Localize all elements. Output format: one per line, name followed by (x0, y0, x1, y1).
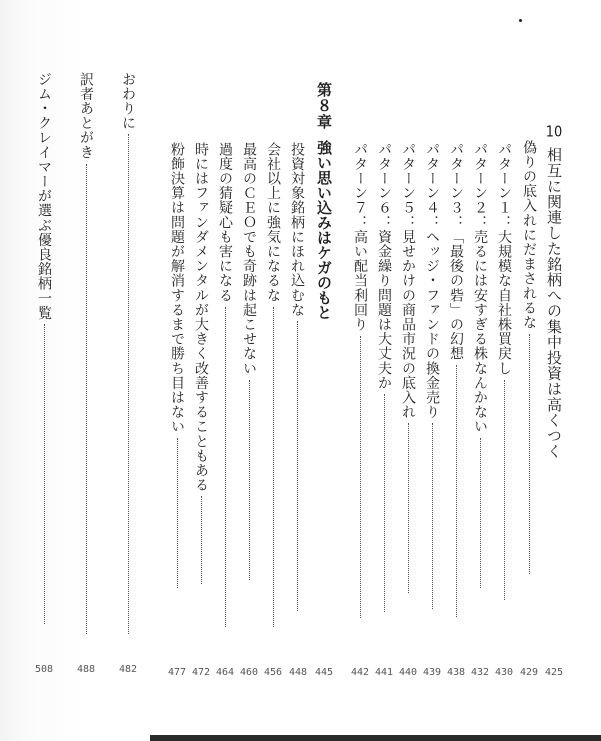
toc-page-number: 488 (76, 664, 96, 675)
toc-section-heading (546, 124, 562, 459)
leader-dots (456, 365, 457, 617)
leader-dots (86, 164, 87, 634)
scan-edge (150, 735, 601, 741)
toc-entry[interactable] (521, 140, 537, 574)
toc-page-number: 482 (118, 664, 138, 675)
toc-page-number: 441 (374, 667, 394, 678)
ink-dot (519, 19, 522, 22)
toc-entry-title: 粉飾決算は問題が解消するまで勝ち目はない (169, 142, 185, 434)
leader-dots (360, 336, 361, 618)
toc-entry[interactable] (400, 142, 416, 593)
toc-page-number: 442 (350, 667, 370, 678)
toc-page-number: 508 (34, 664, 54, 675)
chapter-heading[interactable] (315, 82, 333, 320)
chapter-title: 強い思い込みはケガのもと (315, 140, 333, 320)
toc-entry-title: パターン３：「最後の砦」の幻想 (448, 142, 464, 361)
toc-entry-title: 最高のＣＥＯでも奇跡は起こせない (241, 142, 257, 376)
toc-page-number: 430 (494, 667, 514, 678)
toc-entry[interactable] (376, 142, 392, 612)
leader-dots (44, 324, 45, 624)
toc-entry[interactable] (120, 72, 136, 634)
toc-page-number: 448 (288, 667, 308, 678)
toc-entry[interactable] (496, 142, 512, 600)
toc-entry[interactable] (169, 142, 185, 588)
toc-page-number: 445 (314, 667, 334, 678)
toc-entry[interactable] (352, 142, 368, 618)
leader-dots (177, 438, 178, 588)
toc-entry-title: 訳者あとがき (78, 72, 94, 160)
toc-entry-title: パターン７：高い配当利回り (352, 142, 368, 332)
section-title: 相互に関連した銘柄への集中投資は高くつく (545, 147, 563, 459)
leader-dots (408, 423, 409, 593)
toc-entry-title: 過度の猜疑心も害になる (217, 142, 233, 303)
leader-dots (384, 394, 385, 612)
toc-page-number: 477 (167, 667, 187, 678)
toc-page-number: 429 (519, 667, 539, 678)
toc-entry[interactable] (289, 142, 305, 611)
toc-entry[interactable] (36, 72, 52, 624)
toc-page-number: 439 (422, 667, 442, 678)
toc-entry-title: パターン５：見せかけの商品市況の底入れ (400, 142, 416, 420)
toc-entry-title: おわりに (120, 72, 136, 131)
toc-entry[interactable] (217, 142, 233, 627)
toc-entry-title: 会社以上に強気になるな (265, 142, 281, 303)
toc-page-number: 460 (239, 667, 259, 678)
toc-entry[interactable] (78, 72, 94, 634)
leader-dots (432, 423, 433, 609)
toc-page-number: 438 (446, 667, 466, 678)
toc-entry[interactable] (265, 142, 281, 627)
toc-entry-title: パターン４：ヘッジ・ファンドの換金売り (424, 142, 440, 420)
leader-dots (225, 307, 226, 627)
toc-entry-title: 偽りの底入れにだまされるな (521, 140, 537, 330)
section-number: 10 (545, 124, 563, 139)
toc-entry-title: ジム・クレイマーが選ぶ優良銘柄一覧 (36, 72, 52, 321)
toc-entry[interactable] (424, 142, 440, 609)
toc-page-number: 432 (470, 667, 490, 678)
leader-dots (480, 438, 481, 588)
toc-entry[interactable] (448, 142, 464, 617)
toc-page-number: 464 (215, 667, 235, 678)
leader-dots (273, 307, 274, 627)
toc-entry-title: 投資対象銘柄にほれ込むな (289, 142, 305, 318)
toc-page-number: 456 (263, 667, 283, 678)
toc-entry-title: パターン６：資金繰り問題は大丈夫か (376, 142, 392, 391)
toc-entry-title: 時にはファンダメンタルが大きく改善することもある (193, 142, 209, 493)
leader-dots (249, 380, 250, 580)
leader-dots (201, 496, 202, 584)
chapter-number: 第８章 (315, 82, 333, 130)
toc-page-number: 472 (191, 667, 211, 678)
leader-dots (529, 334, 530, 574)
leader-dots (297, 321, 298, 611)
toc-entry[interactable] (193, 142, 209, 584)
toc-entry[interactable] (241, 142, 257, 580)
toc-page-number: 440 (398, 667, 418, 678)
toc-entry-title: パターン２：売るには安すぎる株なんかない (472, 142, 488, 434)
toc-entry[interactable] (472, 142, 488, 588)
toc-page-number: 425 (544, 667, 564, 678)
toc-entry-title: パターン１：大規模な自社株買戻し (496, 142, 512, 376)
leader-dots (504, 380, 505, 600)
leader-dots (128, 134, 129, 634)
